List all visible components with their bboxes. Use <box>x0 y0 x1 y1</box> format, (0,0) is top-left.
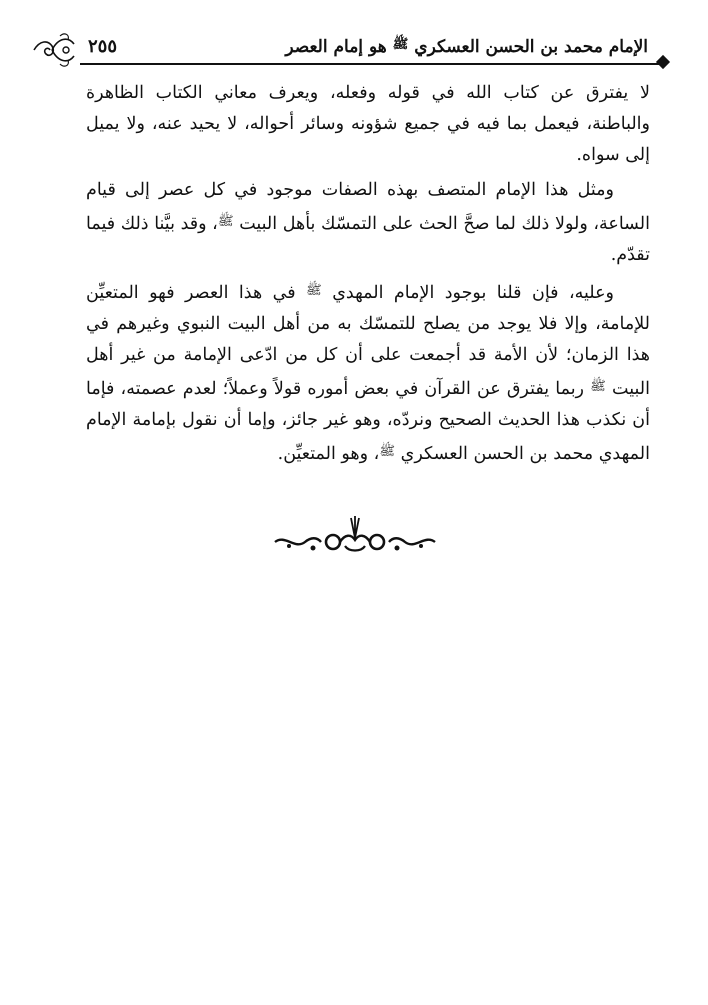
header-title <box>285 36 648 57</box>
header-rule <box>80 63 660 65</box>
honorific-glyph: ﷺ <box>392 37 409 52</box>
paragraph-2 <box>86 175 650 271</box>
section-divider-ornament-icon <box>265 512 445 554</box>
paragraph-1-text: لا يفترق عن كتاب الله في قوله وفعله، ويعرف معاني الكتاب الظاهرة والباطنة، فيعمل بما فيه في جميع شؤونه وسائر أحواله، لا يحيد عنه، ولا يميل إلى سواه. <box>86 83 650 165</box>
corner-ornament-icon <box>30 30 78 70</box>
honorific-glyph: ﷺ <box>590 379 606 394</box>
paragraph-3 <box>86 275 650 470</box>
honorific-glyph: ﷺ <box>379 444 396 459</box>
running-header <box>30 30 670 68</box>
paragraph-2-text-b: ، وقد بيَّنا ذلك فيما تقدّم. <box>86 214 650 265</box>
honorific-glyph: ﷺ <box>306 283 322 298</box>
paragraph-3-text-d: ، وهو المتعيِّن. <box>277 444 380 464</box>
header-title-suffix: هو إمام العصر <box>285 37 387 57</box>
diamond-icon <box>656 55 670 69</box>
paragraph-3-text-c: ربما يفترق عن القرآن في بعض أموره قولاً وعملاً؛ لعدم عصمته، فإما أن نكذب هذا الحديث الصحيح ونردّه، وهو غير جائز، وإما أن نقول بإمامة الإمام المهدي محمد بن الحسن العسكري <box>86 379 650 464</box>
paragraph-2-text-a: ومثل هذا الإمام المتصف بهذه الصفات موجود في كل عصر إلى قيام الساعة، ولولا ذلك لما صحَّ الحث على التمسّك بأهل البيت <box>86 180 650 234</box>
paragraph-3-text-b: في هذا العصر فهو المتعيِّن للإمامة، وإلا فلا يوجد من يصلح للتمسّك به من أهل البيت النبوي وغيرهم في هذا الزمان؛ لأن الأمة قد أجمعت على أن كل من ادّعى الإمامة من غير أهل البيت <box>86 283 650 399</box>
page-number: ٢٥٥ <box>88 36 118 57</box>
honorific-glyph: ﷺ <box>217 214 234 229</box>
paragraph-3-text-a: وعليه، فإن قلنا بوجود الإمام المهدي <box>332 283 614 303</box>
paragraph-1 <box>86 78 650 171</box>
body-text <box>86 78 650 474</box>
header-title-text: الإمام محمد بن الحسن العسكري <box>414 37 648 57</box>
